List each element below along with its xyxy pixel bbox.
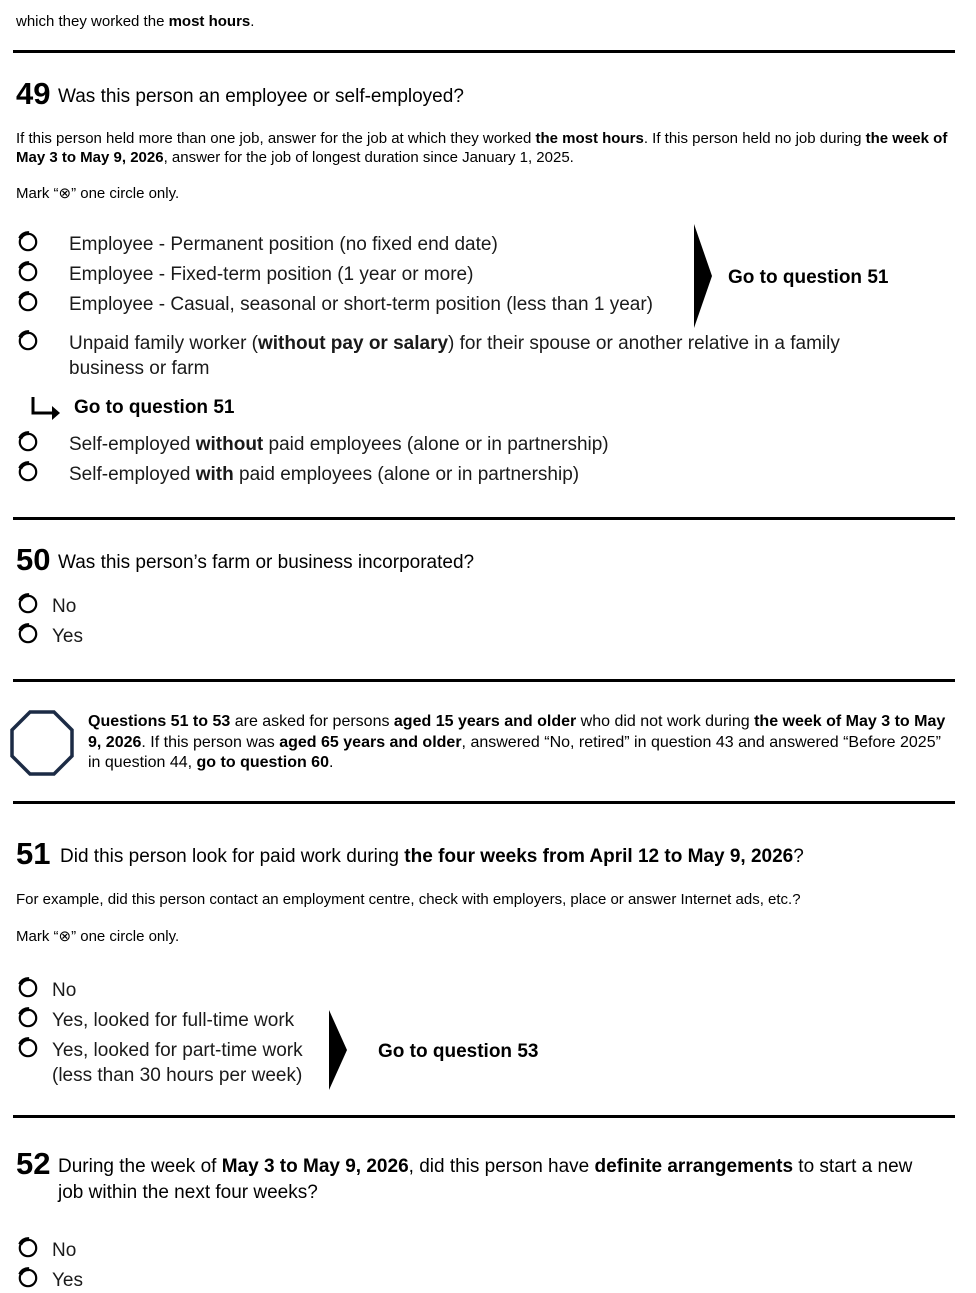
option-unpaid-family: Unpaid family worker (without pay or salary) for their spouse or another relative in a family business or farm (69, 333, 840, 379)
radio-circle-self-employed-with[interactable] (17, 461, 39, 483)
question-number-51: 51 (16, 836, 51, 871)
go-to-question-51-unpaid: Go to question 51 (74, 397, 235, 418)
question-51-text: Did this person look for paid work during the four weeks from April 12 to May 9, 2026? (60, 846, 804, 867)
radio-circle-unpaid-family[interactable] (17, 330, 39, 352)
go-to-question-53: Go to question 53 (378, 1041, 539, 1062)
option-q50-yes: Yes (52, 626, 83, 647)
question-49-instructions: If this person held more than one job, answer for the job at which they worked the most hours. If this person held no job during the week of May 3 to May 9, 2026, answer for the job of longest duration since January 1, 2025. (16, 130, 948, 166)
section-divider (13, 517, 955, 520)
radio-circle-casual[interactable] (17, 291, 39, 313)
mark-instruction: Mark “⊗” one circle only. (16, 185, 180, 202)
arrow-down-right-icon (30, 397, 62, 423)
section-divider (13, 801, 955, 804)
option-casual: Employee - Casual, seasonal or short-term position (less than 1 year) (69, 294, 653, 315)
radio-circle-q52-yes[interactable] (17, 1267, 39, 1289)
option-q52-yes: Yes (52, 1270, 83, 1291)
stop-octagon-icon (10, 710, 74, 776)
question-50-text: Was this person’s farm or business incorporated? (58, 552, 475, 573)
question-51-example: For example, did this person contact an employment centre, check with employers, place or answer Internet ads, etc.? (16, 891, 801, 908)
radio-circle-self-employed-without[interactable] (17, 431, 39, 453)
radio-circle-q51-no[interactable] (17, 977, 39, 999)
radio-circle-fixed-term[interactable] (17, 261, 39, 283)
radio-circle-q51-full-time[interactable] (17, 1007, 39, 1029)
option-q51-no: No (52, 980, 77, 1001)
radio-circle-q50-no[interactable] (17, 593, 39, 615)
option-q50-no: No (52, 596, 77, 617)
radio-circle-q52-no[interactable] (17, 1237, 39, 1259)
right-arrow-bracket-icon (692, 224, 714, 328)
option-self-employed-without: Self-employed without paid employees (alone or in partnership) (69, 434, 609, 455)
option-permanent: Employee - Permanent position (no fixed end date) (69, 234, 498, 255)
option-fixed-term: Employee - Fixed-term position (1 year or more) (69, 264, 474, 285)
question-49-text: Was this person an employee or self-employed? (58, 86, 464, 107)
radio-circle-permanent[interactable] (17, 231, 39, 253)
option-self-employed-with: Self-employed with paid employees (alone or in partnership) (69, 464, 580, 485)
option-q51-part-time: Yes, looked for part-time work (less than 30 hours per week) (52, 1040, 303, 1086)
go-to-question-51: Go to question 51 (728, 267, 889, 288)
option-q52-no: No (52, 1240, 77, 1261)
question-number-49: 49 (16, 76, 51, 111)
right-arrow-bracket-icon (327, 1010, 349, 1090)
radio-circle-q50-yes[interactable] (17, 623, 39, 645)
section-divider (13, 50, 955, 53)
question-number-52: 52 (16, 1146, 51, 1181)
question-number-50: 50 (16, 542, 51, 577)
section-divider (13, 1115, 955, 1118)
option-q51-full-time: Yes, looked for full-time work (52, 1010, 295, 1031)
question-52-text: During the week of May 3 to May 9, 2026, did this person have definite arrangements to start a new job within the next four weeks? (58, 1156, 913, 1203)
section-divider (13, 679, 955, 682)
continued-text: which they worked the most hours. (16, 13, 255, 30)
mark-instruction: Mark “⊗” one circle only. (16, 928, 180, 945)
skip-instruction-notice: Questions 51 to 53 are asked for persons aged 15 years and older who did not work during the week of May 3 to May 9, 2026. If this person was aged 65 years and older, answered “No, retired” in question 43 and answered “Before 2025” in question 44, go to question 60. (88, 713, 946, 771)
radio-circle-q51-part-time[interactable] (17, 1037, 39, 1059)
